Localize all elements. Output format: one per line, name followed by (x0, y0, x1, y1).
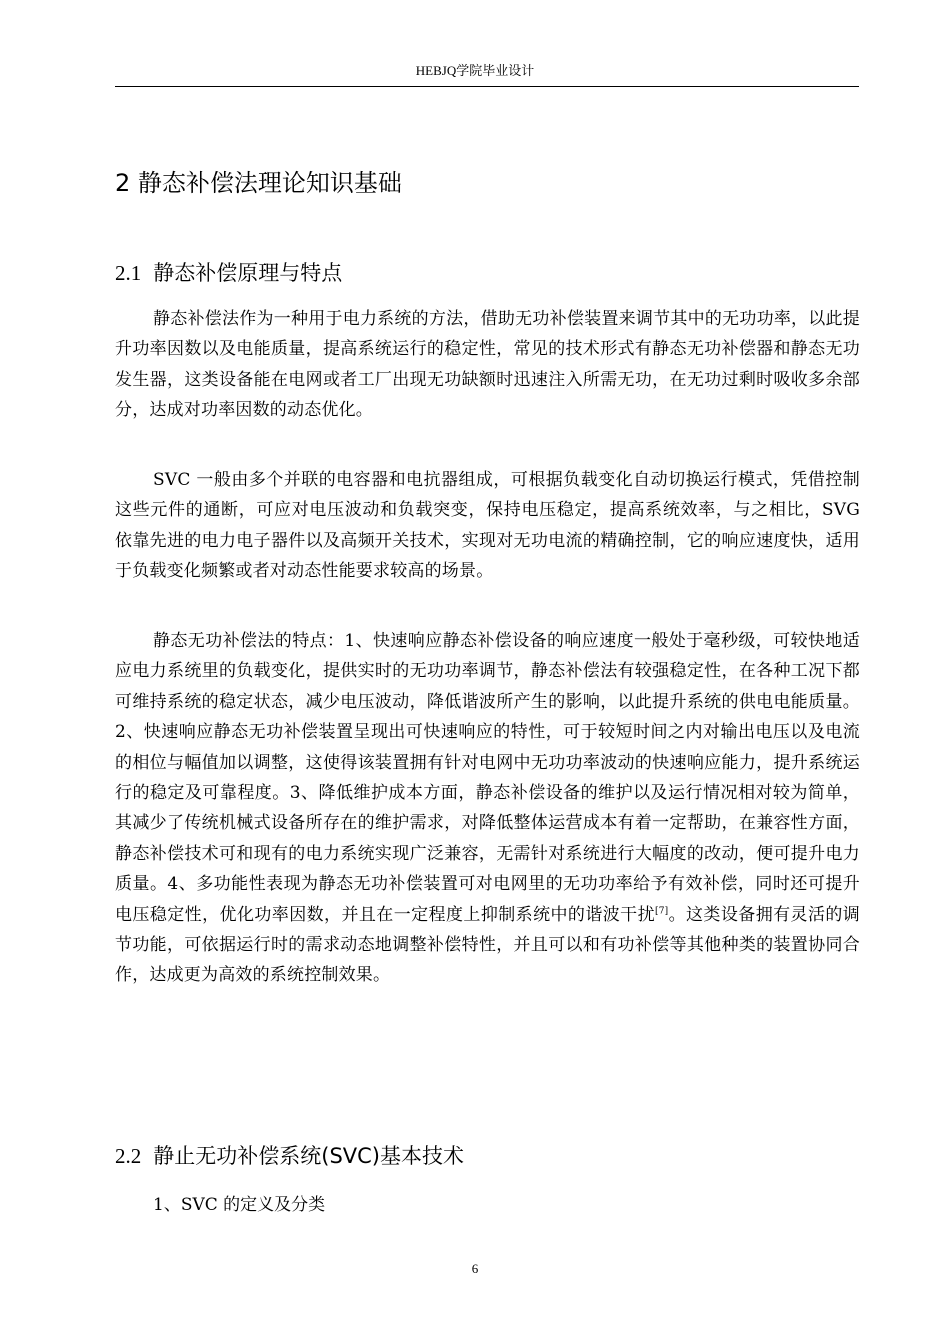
paragraph-text: 静态无功补偿法的特点：1、快速响应静态补偿设备的响应速度一般处于毫秒级，可较快地适应电力系统里的负载变化，提供实时的无功功率调节，静态补偿法有较强稳定性，在各种工况下都可维持系统的稳定状态，减少电压波动，降低谐波所产生的影响，以此提升系统的供电电能质量。2、快速响应静态无功补偿装置呈现出可快速响应的特性，可于较短时间之内对输出电压以及电流的相位与幅值加以调整，这使得该装置拥有针对电网中无功功率波动的快速响应能力，提升系统运行的稳定及可靠程度。3、降低维护成本方面，静态补偿设备的维护以及运行情况相对较为简单，其减少了传统机械式设备所存在的维护需求，对降低整体运营成本有着一定帮助，在兼容性方面，静态补偿技术可和现有的电力系统实现广泛兼容，无需针对系统进行大幅度的改动，便可提升电力质量。4、多功能性表现为静态无功补偿装置可对电网里的无功功率给予有效补偿，同时还可提升电压稳定性，优化功率因数，并且在一定程度上抑制系统中的谐波干扰 (115, 631, 860, 925)
chapter-title: 2 静态补偿法理论知识基础 (115, 169, 402, 197)
section-title-text: 静止无功补偿系统(SVC)基本技术 (153, 1144, 464, 1168)
paragraph-static-compensation-principle: 静态补偿法作为一种用于电力系统的方法，借助无功补偿装置来调节其中的无功功率，以此提升功率因数以及电能质量，提高系统运行的稳定性，常见的技术形式有静态无功补偿器和静态无功发生器，这类设备能在电网或者工厂出现无功缺额时迅速注入所需无功，在无功过剩时吸收多余部分，达成对功率因数的动态优化。 (115, 309, 860, 421)
paragraph-svc-svg-comparison: SVC 一般由多个并联的电容器和电抗器组成，可根据负载变化自动切换运行模式，凭借控制这些元件的通断，可应对电压波动和负载突变，保持电压稳定，提高系统效率，与之相比，SVG 依靠先进的电力电子器件以及高频开关技术，实现对无功电流的精确控制，它的响应速度快，适用于负载变化频繁或者对动态性能要求较高的场景。 (115, 470, 860, 582)
header-divider (115, 86, 859, 87)
running-header: HEBJQ学院毕业设计 (415, 63, 535, 78)
subheading-svc-definition: 1、SVC 的定义及分类 (153, 1195, 326, 1215)
page-number: 6 (471, 1261, 479, 1276)
paragraph-static-compensation-features (115, 626, 860, 991)
citation-reference[interactable]: [7] (655, 906, 669, 916)
section-number: 2.1 (115, 261, 142, 285)
section-title-text: 静态补偿原理与特点 (153, 261, 343, 285)
section-heading-2-1 (115, 257, 342, 287)
section-heading-2-2 (115, 1140, 464, 1170)
paragraph-text: 。这类设备拥有灵活的调节功能，可依据运行时的需求动态地调整补偿特性，并且可以和有功补偿等其他种类的装置协同合作，达成更为高效的系统控制效果。 (115, 904, 860, 986)
section-number: 2.2 (115, 1144, 142, 1168)
